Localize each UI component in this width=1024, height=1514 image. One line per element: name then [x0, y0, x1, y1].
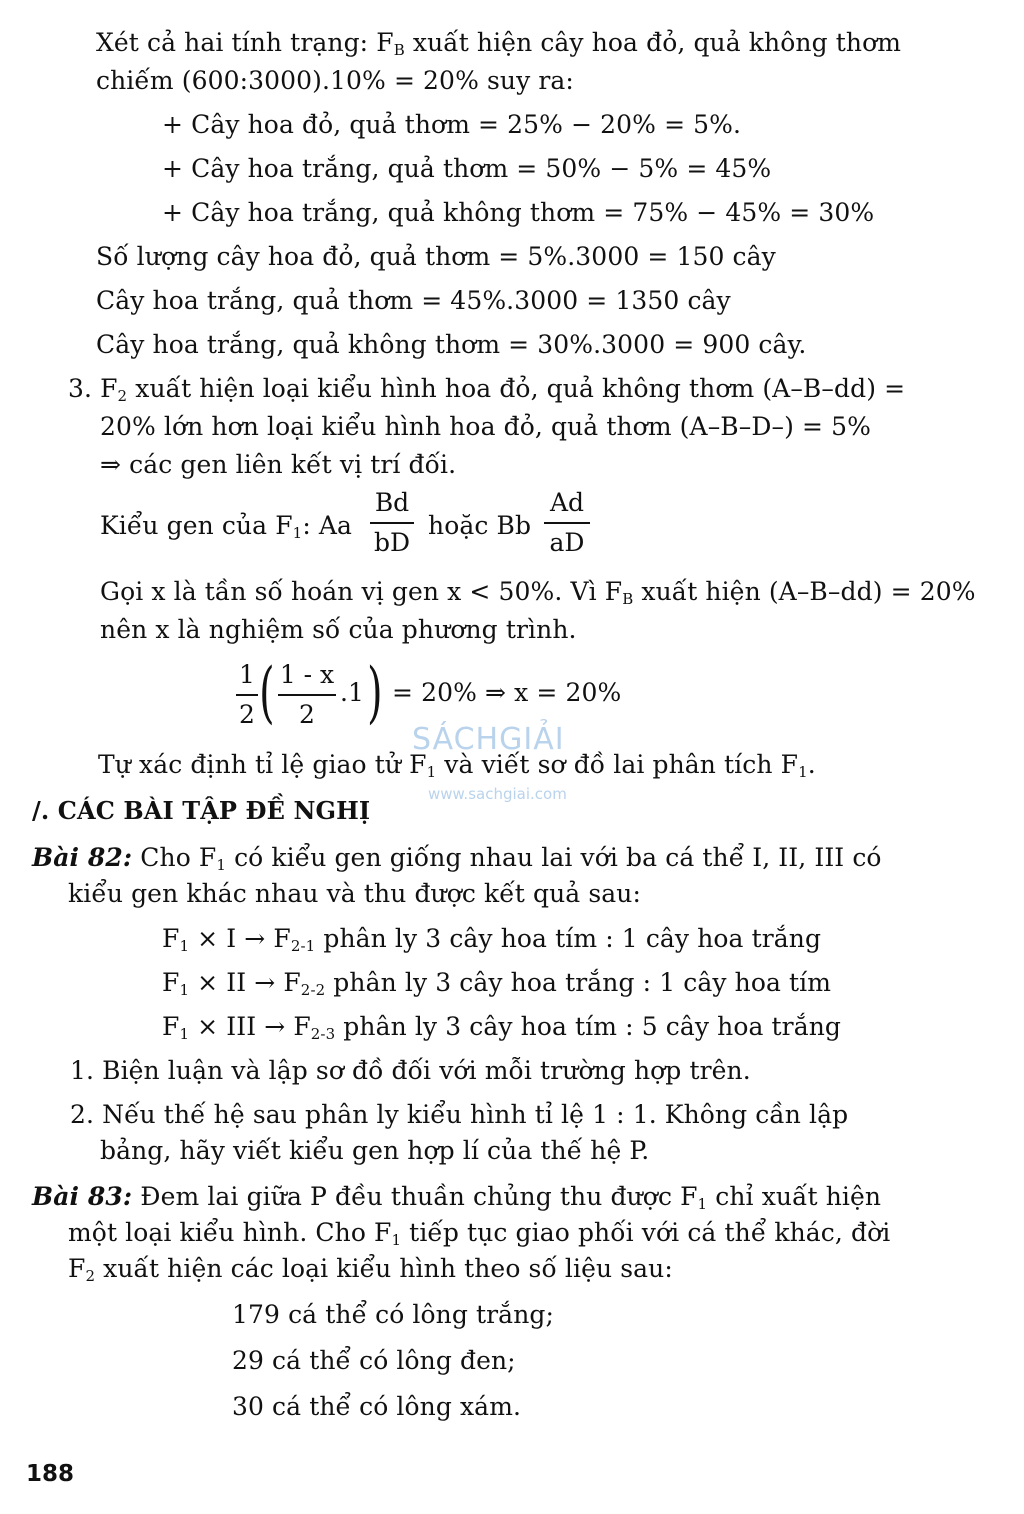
question-2-line-1: 2. Nếu thế hệ sau phân ly kiểu hình tỉ lệ 1 : 1. Không cần lập [70, 1100, 849, 1129]
page-number: 188 [26, 1461, 75, 1487]
exercise-82-line-2: kiểu gen khác nhau và thu được kết quả sau: [68, 879, 641, 908]
item-3-line-1: 3. $F_2$ xuất hiện loại kiểu hình hoa đỏ, quả không thơm (A–B–dd) = [68, 374, 906, 405]
data-black: 29 cá thể có lông đen; [232, 1346, 516, 1375]
recombination-line-1: Gọi x là tần số hoán vị gen x < 50%. Vì $F_B$ xuất hiện (A–B–dd) = 20% [100, 577, 976, 608]
section-heading: /. CÁC BÀI TẬP ĐỀ NGHỊ [32, 796, 371, 825]
data-white: 179 cá thể có lông trắng; [232, 1300, 555, 1329]
line-count-red: Số lượng cây hoa đỏ, quả thơm = 5%.3000 = 150 cây [96, 242, 776, 271]
self-determine-line: Tự xác định tỉ lệ giao tử $F_1$ và viết sơ đồ lai phân tích $F_1$. [98, 750, 816, 781]
exercise-82-line-1: Bài 82: Cho $F_1$ có kiểu gen giống nhau lai với ba cá thể I, II, III có [32, 843, 882, 874]
genotype-label: Kiểu gen của $F_1$: Aa [100, 511, 353, 542]
cross-3: $F_1$ × III → $F_{2-3}$ phân ly 3 cây hoa tím : 5 cây hoa trắng [162, 1012, 842, 1043]
line-count-white-fragrant: Cây hoa trắng, quả thơm = 45%.3000 = 1350 cây [96, 286, 731, 315]
line-red-fragrant: + Cây hoa đỏ, quả thơm = 25% − 20% = 5%. [162, 110, 742, 139]
line-count-white-nonfragrant: Cây hoa trắng, quả không thơm = 30%.3000 = 900 cây. [96, 330, 807, 359]
equation-left-paren: ( [259, 654, 275, 731]
item-3-line-3: ⇒ các gen liên kết vị trí đối. [100, 450, 457, 479]
line-white-fragrant: + Cây hoa trắng, quả thơm = 50% − 5% = 45% [162, 154, 772, 183]
question-2-line-2: bảng, hãy viết kiểu gen hợp lí của thế hệ P. [100, 1136, 650, 1165]
question-1: 1. Biện luận và lập sơ đồ đối với mỗi trường hợp trên. [70, 1056, 751, 1085]
equation-half: 1 2 [236, 660, 258, 730]
exercise-83-line-2: một loại kiểu hình. Cho $F_1$ tiếp tục giao phối với cá thể khác, đời [68, 1218, 891, 1249]
recombination-line-2: nên x là nghiệm số của phương trình. [100, 615, 577, 644]
genotype-or: hoặc Bb [428, 511, 532, 540]
equation-right-paren: ) [367, 654, 383, 731]
data-grey: 30 cá thể có lông xám. [232, 1392, 522, 1421]
exercise-83-line-3: $F_2$ xuất hiện các loại kiểu hình theo số liệu sau: [68, 1254, 673, 1285]
exercise-83-line-1: Bài 83: Đem lai giữa P đều thuần chủng thu được $F_1$ chỉ xuất hiện [32, 1182, 882, 1213]
cross-2: $F_1$ × II → $F_{2-2}$ phân ly 3 cây hoa trắng : 1 cây hoa tím [162, 968, 832, 999]
line-both-traits: Xét cả hai tính trạng: $F_B$ xuất hiện cây hoa đỏ, quả không thơm [96, 28, 902, 59]
equation-inner-fraction: 1 - x 2 [279, 660, 335, 729]
line-ratio: chiếm (600:3000).10% = 20% suy ra: [96, 66, 574, 95]
genotype-fraction-bd: Bd bD [370, 488, 414, 558]
equation-result: = 20% ⇒ x = 20% [392, 678, 622, 707]
equation-times-one: .1 [340, 678, 365, 707]
watermark-brand: SÁCHGIẢI [412, 722, 565, 757]
item-3-line-2: 20% lớn hơn loại kiểu hình hoa đỏ, quả thơm (A–B–D–) = 5% [100, 412, 871, 441]
genotype-fraction-ad: Ad aD [544, 488, 590, 558]
line-white-nonfragrant: + Cây hoa trắng, quả không thơm = 75% − 45% = 30% [162, 198, 875, 227]
watermark-url: www.sachgiai.com [428, 785, 567, 803]
cross-1: $F_1 \times I \to F_{2-1}$ phân ly 3 cây hoa tím : 1 cây hoa trắng [162, 924, 822, 955]
